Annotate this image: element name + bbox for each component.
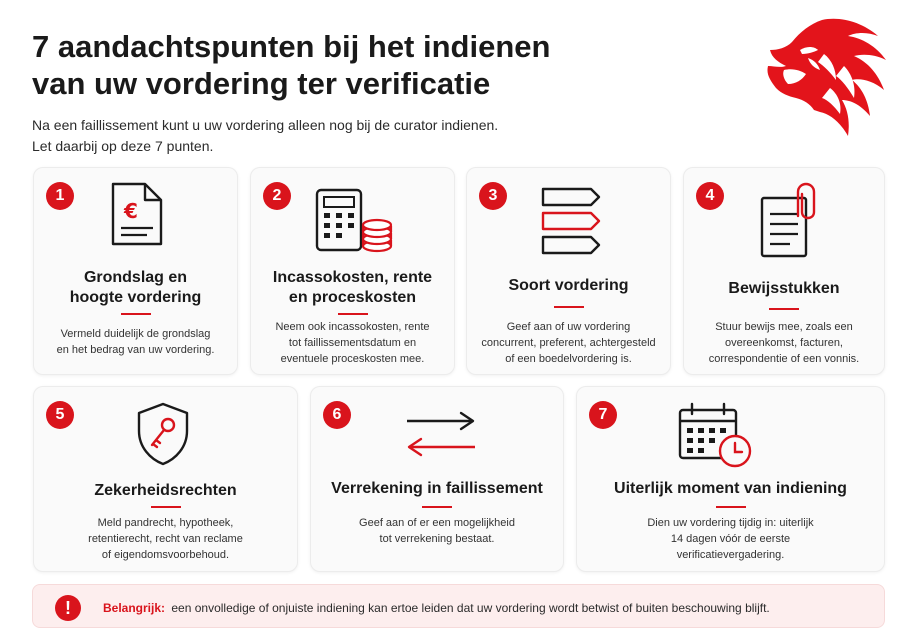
red-divider (554, 306, 584, 308)
exclamation-icon: ! (55, 595, 81, 621)
card-title (259, 268, 446, 308)
step-number-badge: 3 (479, 182, 507, 210)
ranking-arrows-icon (541, 186, 603, 258)
card-title-line2: hoogte vordering (69, 289, 202, 306)
notice-body: een onvolledige of onjuiste indiening kan ertoe leiden dat uw vordering wordt betwist of buiten beschouwing blijft. (171, 601, 770, 615)
card-title (585, 479, 876, 499)
card-desc-line1: Dien uw vordering tijdig in: uiterlijk (647, 517, 814, 529)
step-number-badge: 5 (46, 401, 74, 429)
card-description (44, 326, 227, 358)
card-desc-line1: Vermeld duidelijk de grondslag (60, 328, 211, 340)
card-desc-line1: Meld pandrecht, hypotheek, (97, 517, 234, 529)
card-description (587, 515, 874, 563)
step-number-badge: 4 (696, 182, 724, 210)
card-title-line1: Zekerheidsrechten (94, 482, 237, 499)
red-divider (716, 506, 746, 508)
card-description (477, 319, 660, 367)
card-bewijsstukken (683, 167, 885, 375)
notice-label: Belangrijk: (103, 601, 166, 615)
card-desc-line3: of eigendomsvoorbehoud. (101, 549, 230, 561)
card-uiterlijk-moment (576, 386, 885, 572)
page-title (32, 28, 712, 102)
notice-text (103, 600, 870, 616)
card-desc-line3: eventuele proceskosten mee. (280, 353, 425, 365)
card-title-line1: Bewijsstukken (728, 280, 840, 297)
card-desc-line2: 14 dagen vóór de eerste (670, 533, 791, 545)
card-grondslag (33, 167, 238, 375)
card-zekerheidsrechten (33, 386, 298, 572)
card-title (319, 479, 555, 499)
exchange-arrows-icon (403, 407, 479, 461)
card-title-line1: Soort vordering (508, 277, 629, 294)
card-desc-line2: overeenkomst, facturen, (724, 337, 843, 349)
calendar-clock-icon (677, 401, 755, 471)
card-description (694, 319, 874, 367)
red-divider (338, 313, 368, 315)
document-euro-icon (107, 182, 167, 246)
important-notice (32, 584, 885, 628)
lion-head-logo (760, 14, 890, 139)
card-desc-line2: tot faillissementsdatum en (288, 337, 417, 349)
page-title-line2: van uw vordering ter verificatie (32, 66, 491, 101)
card-desc-line2: tot verrekening bestaat. (379, 533, 495, 545)
red-divider (769, 308, 799, 310)
card-desc-line3: verificatievergadering. (676, 549, 785, 561)
card-title-line2: en proceskosten (288, 289, 417, 306)
card-desc-line2: retentierecht, recht van reclame (88, 533, 243, 545)
card-desc-line1: Stuur bewijs mee, zoals een (715, 321, 853, 333)
red-divider (422, 506, 452, 508)
card-desc-line1: Neem ook incassokosten, rente (275, 321, 430, 333)
card-desc-line2: concurrent, preferent, achtergesteld (481, 337, 656, 349)
card-title (692, 279, 876, 299)
intro-line2: Let daarbij op deze 7 punten. (32, 138, 214, 154)
card-title (42, 268, 229, 308)
svg-text:€: € (124, 199, 138, 223)
card-title-line1: Verrekening in faillissement (331, 480, 543, 497)
card-incassokosten (250, 167, 455, 375)
intro-text (32, 115, 652, 157)
shield-key-icon (134, 401, 192, 467)
calculator-coins-icon (315, 188, 395, 254)
page-title-line1: 7 aandachtspunten bij het indienen (32, 29, 551, 64)
card-desc-line3: of een boedelvordering is. (505, 353, 632, 365)
card-title (475, 276, 662, 296)
step-number-badge: 1 (46, 182, 74, 210)
red-divider (151, 506, 181, 508)
card-title (42, 481, 289, 501)
card-title-line1: Grondslag en (83, 269, 188, 286)
intro-line1: Na een faillissement kunt u uw vordering alleen nog bij de curator indienen. (32, 117, 499, 133)
card-desc-line1: Geef aan of uw vordering (506, 321, 631, 333)
step-number-badge: 6 (323, 401, 351, 429)
red-divider (121, 313, 151, 315)
card-verrekening (310, 386, 564, 572)
step-number-badge: 7 (589, 401, 617, 429)
card-title-line1: Incassokosten, rente (272, 269, 433, 286)
card-description (44, 515, 287, 563)
card-desc-line3: correspondentie of een vonnis. (708, 353, 860, 365)
card-title-line1: Uiterlijk moment van indiening (614, 480, 847, 497)
step-number-badge: 2 (263, 182, 291, 210)
card-soort-vordering (466, 167, 671, 375)
document-clip-icon (756, 182, 818, 262)
card-description (321, 515, 553, 547)
card-desc-line1: Geef aan of er een mogelijkheid (359, 517, 515, 529)
card-desc-line2: en het bedrag van uw vordering. (56, 344, 215, 356)
card-description (261, 319, 444, 367)
